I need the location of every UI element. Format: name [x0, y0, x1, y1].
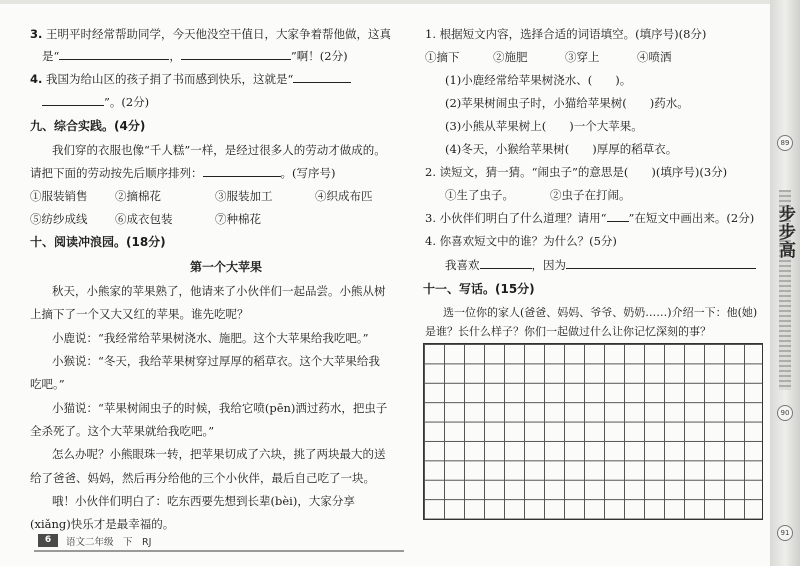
r-q2-prompt: 2. 读短文，猜一猜。“闹虫子”的意思是( )(填序号)(3分): [425, 165, 728, 179]
story-p6-line2: (xiǎng)快乐才是最幸福的。: [30, 517, 175, 531]
r-q1-prompt: 1. 根据短文内容，选择合适的词语填空。(填序号)(8分): [425, 27, 707, 41]
left-q4-line1: 4. 我国为给山区的孩子捐了书而感到快乐，这就是“: [30, 71, 351, 87]
story-title: 第一个大苹果: [190, 260, 263, 274]
binding-hole-middle: 90: [777, 405, 793, 421]
r-q4-blank-why[interactable]: [566, 257, 756, 269]
sec9-answer-blank[interactable]: [203, 165, 281, 177]
page-number: 6: [38, 534, 58, 547]
section-11-title: 十一、写话。(15分): [423, 282, 535, 296]
r-q1-s1: (1)小鹿经常给苹果树浇水、( )。: [445, 73, 632, 87]
brand-logo: 步步高: [775, 205, 795, 259]
q3-text: 王明平时经常帮助同学，今天他没空干值日，大家争着帮他做，这真: [46, 27, 392, 41]
left-q4-line2: ”。(2分): [30, 94, 149, 110]
story-p1-line1: 秋天，小熊家的苹果熟了，他请来了小伙伴们一起品尝。小熊从树: [52, 284, 386, 298]
left-q3-line1: [30, 26, 391, 42]
story-p4-line2: 全杀死了。这个大苹果就给我吃吧。”: [30, 424, 215, 438]
story-p5-line2: 给了爸爸、妈妈，然后再分给他的三个小伙伴，最后自己吃了一块。: [30, 471, 375, 485]
r-q2-options: ①生了虫子。 ②虫子在打闹。: [445, 188, 631, 202]
binding-hole-top: 89: [777, 135, 793, 151]
sec11-line1: 选一位你的家人(爸爸、妈妈、爷爷、奶奶……)介绍一下：他(她): [443, 306, 758, 319]
writing-grid[interactable]: [423, 343, 763, 520]
footer-book-info: 语文二年级 下 RJ: [66, 537, 152, 548]
story-p2: 小鹿说：“我经常给苹果树浇水、施肥。这个大苹果给我吃吧。”: [52, 331, 369, 345]
section-9-title: 九、综合实践。(4分): [30, 119, 146, 133]
story-p1-line2: 上摘下了一个又大又红的苹果。谁先吃呢？: [30, 307, 249, 321]
sec9-options-row1: ①服装销售 ②摘棉花 ③服装加工 ④织成布匹: [30, 189, 373, 203]
r-q4-answer-line: 我喜欢 ，因为: [445, 257, 756, 273]
story-p5-line1: 怎么办呢？小熊眼珠一转，把苹果切成了六块，挑了两块最大的送: [52, 447, 386, 461]
r-q1-s3: (3)小熊从苹果树上( )一个大苹果。: [445, 119, 643, 133]
story-p3-line1: 小猴说：“冬天，我给苹果树穿过厚厚的稻草衣。这个大苹果给我: [52, 354, 380, 368]
q3-number: 3.: [30, 27, 43, 41]
binding-strip: [770, 0, 800, 566]
q4-blank-1[interactable]: [293, 71, 351, 83]
page-footer: [0, 528, 400, 550]
page-top-edge: [0, 0, 800, 4]
footer-rule: [34, 550, 404, 552]
r-q3-prompt: 3. 小伙伴们明白了什么道理？请用“ ”在短文中画出来。(2分): [425, 211, 755, 225]
sec9-line1: 我们穿的衣服也像“千人糕”一样，是经过很多人的劳动才做成的。: [52, 143, 386, 157]
binding-hole-bottom: 91: [777, 525, 793, 541]
q3-blank-1[interactable]: [59, 48, 169, 60]
q4-blank-2[interactable]: [42, 94, 104, 106]
story-p3-line2: 吃吧。”: [30, 377, 65, 391]
sec11-line2: 是谁？长什么样子？你们一起做过什么让你记忆深刻的事？: [425, 325, 711, 338]
r-q1-s2: (2)苹果树闹虫子时，小猫给苹果树( )药水。: [445, 96, 689, 110]
story-p4-line1: 小猫说：“苹果树闹虫子的时候，我给它喷(pēn)洒过药水，把虫子: [52, 401, 388, 415]
r-q4-prompt: 4. 你喜欢短文中的谁？为什么？(5分): [425, 234, 617, 248]
q4-number: 4.: [30, 72, 43, 86]
r-q1-s4: (4)冬天，小猴给苹果树( )厚厚的稻草衣。: [445, 142, 678, 156]
q3-blank-2[interactable]: [181, 48, 291, 60]
section-10-title: 十、阅读冲浪园。(18分): [30, 235, 166, 249]
story-p6-line1: 哦！小伙伴们明白了：吃东西要先想到长辈(bèi)，大家分享: [52, 494, 355, 508]
left-q3-line2: 是“ ， ”啊！(2分): [42, 49, 348, 63]
sec9-line2: 请把下面的劳动按先后顺序排列： 。(写序号): [30, 166, 336, 180]
r-q3-underline-sample: [607, 210, 629, 222]
r-q4-blank-who[interactable]: [480, 257, 532, 269]
sec9-options-row2: ⑤纺纱成线 ⑥成衣包装 ⑦种棉花: [30, 212, 261, 226]
r-q1-options: ①摘下 ②施肥 ③穿上 ④喷洒: [425, 50, 672, 64]
